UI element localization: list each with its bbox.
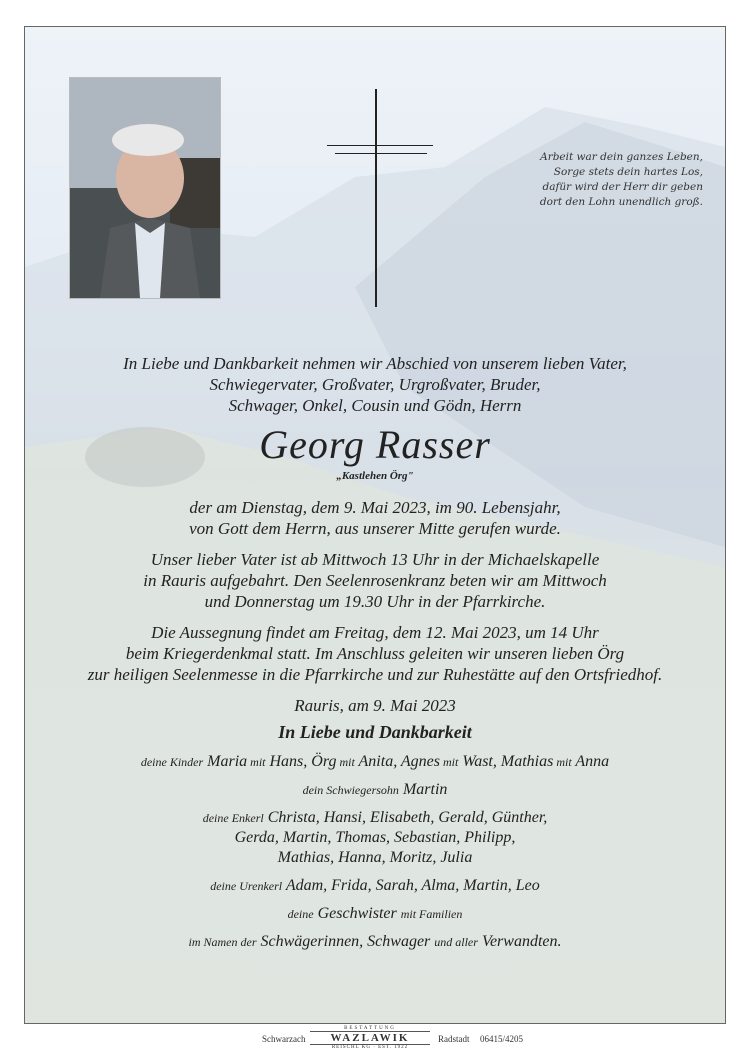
soninlaw-name: Martin bbox=[402, 781, 448, 798]
poem bbox=[483, 150, 703, 210]
final-b: Schwägerinnen, Schwager bbox=[260, 933, 431, 950]
grandchildren-names: Mathias, Hanna, Moritz, Julia bbox=[277, 849, 473, 866]
footer-location-right: Radstadt bbox=[438, 1034, 470, 1044]
connector-word: mit bbox=[553, 755, 572, 769]
child-name: Mathias bbox=[496, 753, 554, 770]
child-name: Hans, bbox=[265, 753, 308, 770]
siblings-line bbox=[25, 904, 725, 924]
poem-line: dafür wird der Herr dir geben bbox=[542, 181, 703, 193]
death-line: der am Dienstag, dem 9. Mai 2023, im 90. Lebensjahr, bbox=[189, 498, 561, 517]
children-line bbox=[25, 752, 725, 772]
wake-line: in Rauris aufgebahrt. Den Seelenrosenkranz beten wir am Mittwoch bbox=[143, 571, 607, 590]
funeral-home-logo bbox=[310, 1026, 430, 1050]
poem-line: Sorge stets dein hartes Los, bbox=[553, 166, 703, 178]
siblings-suffix: mit Familien bbox=[400, 907, 463, 921]
intro-line: Schwiegervater, Großvater, Urgroßvater, Bruder, bbox=[209, 375, 541, 394]
footer bbox=[0, 1026, 750, 1060]
death-line: von Gott dem Herrn, aus unserer Mitte gerufen wurde. bbox=[189, 519, 561, 538]
great-grandchildren-line bbox=[25, 876, 725, 896]
connector-word: mit bbox=[247, 755, 266, 769]
funeral-line: beim Kriegerdenkmal statt. Im Anschluss geleiten wir unseren lieben Örg bbox=[125, 644, 625, 663]
child-name: Maria bbox=[207, 753, 248, 770]
final-d: Verwandten. bbox=[481, 933, 562, 950]
intro-line: In Liebe und Dankbarkeit nehmen wir Abschied von unserem lieben Vater, bbox=[123, 354, 627, 373]
grandchildren-names: Gerda, Martin, Thomas, Sebastian, Philipp, bbox=[234, 829, 516, 846]
footer-phone: 06415/4205 bbox=[480, 1034, 524, 1044]
grandchildren-line bbox=[25, 808, 725, 828]
children-list bbox=[207, 753, 609, 770]
siblings: Geschwister bbox=[317, 905, 397, 922]
soninlaw-prefix: dein Schwiegersohn bbox=[302, 783, 399, 797]
grandchildren-prefix: deine Enkerl bbox=[202, 811, 264, 825]
deceased-name: Georg Rasser bbox=[259, 422, 491, 467]
siblings-prefix: deine bbox=[287, 907, 314, 921]
child-name: Anna bbox=[571, 753, 610, 770]
grandchildren-names: Christa, Hansi, Elisabeth, Gerald, Günther, bbox=[267, 809, 548, 826]
final-c: und aller bbox=[434, 935, 478, 949]
nickname: „Kastlehen Örg" bbox=[336, 470, 414, 482]
child-name: Wast, bbox=[458, 753, 497, 770]
footer-location-left: Schwarzach bbox=[262, 1034, 306, 1044]
logo-main: WAZLAWIK bbox=[310, 1031, 430, 1045]
announcement-text bbox=[25, 353, 725, 952]
final-a: im Namen der bbox=[188, 935, 257, 949]
thanks-heading: In Liebe und Dankbarkeit bbox=[278, 722, 472, 742]
place-date: Rauris, am 9. Mai 2023 bbox=[294, 696, 456, 715]
connector-word: mit bbox=[440, 755, 459, 769]
great-prefix: deine Urenkerl bbox=[210, 879, 283, 893]
intro-line: Schwager, Onkel, Cousin und Gödn, Herrn bbox=[228, 396, 522, 415]
soninlaw-line bbox=[25, 780, 725, 800]
parte-card bbox=[24, 26, 726, 1024]
funeral-line: zur heiligen Seelenmesse in die Pfarrkirche und zur Ruhestätte auf den Ortsfriedhof. bbox=[87, 665, 663, 684]
portrait-photo bbox=[69, 77, 221, 299]
connector-word: mit bbox=[336, 755, 355, 769]
logo-top: BESTATTUNG bbox=[344, 1026, 396, 1031]
wake-line: und Donnerstag um 19.30 Uhr in der Pfarrkirche. bbox=[204, 592, 546, 611]
children-prefix: deine Kinder bbox=[140, 755, 204, 769]
final-line bbox=[25, 932, 725, 952]
logo-bottom: REISCHL KG · EST. 1922 bbox=[331, 1045, 409, 1050]
cross-symbol bbox=[325, 89, 435, 309]
great-names: Adam, Frida, Sarah, Alma, Martin, Leo bbox=[285, 877, 540, 894]
wake-line: Unser lieber Vater ist ab Mittwoch 13 Uhr in der Michaelskapelle bbox=[150, 550, 600, 569]
poem-line: Arbeit war dein ganzes Leben, bbox=[540, 151, 703, 163]
funeral-line: Die Aussegnung findet am Freitag, dem 12. Mai 2023, um 14 Uhr bbox=[151, 623, 599, 642]
poem-line: dort den Lohn unendlich groß. bbox=[539, 196, 703, 208]
child-name: Anita, bbox=[354, 753, 398, 770]
child-name: Örg bbox=[307, 753, 337, 770]
child-name: Agnes bbox=[397, 753, 440, 770]
